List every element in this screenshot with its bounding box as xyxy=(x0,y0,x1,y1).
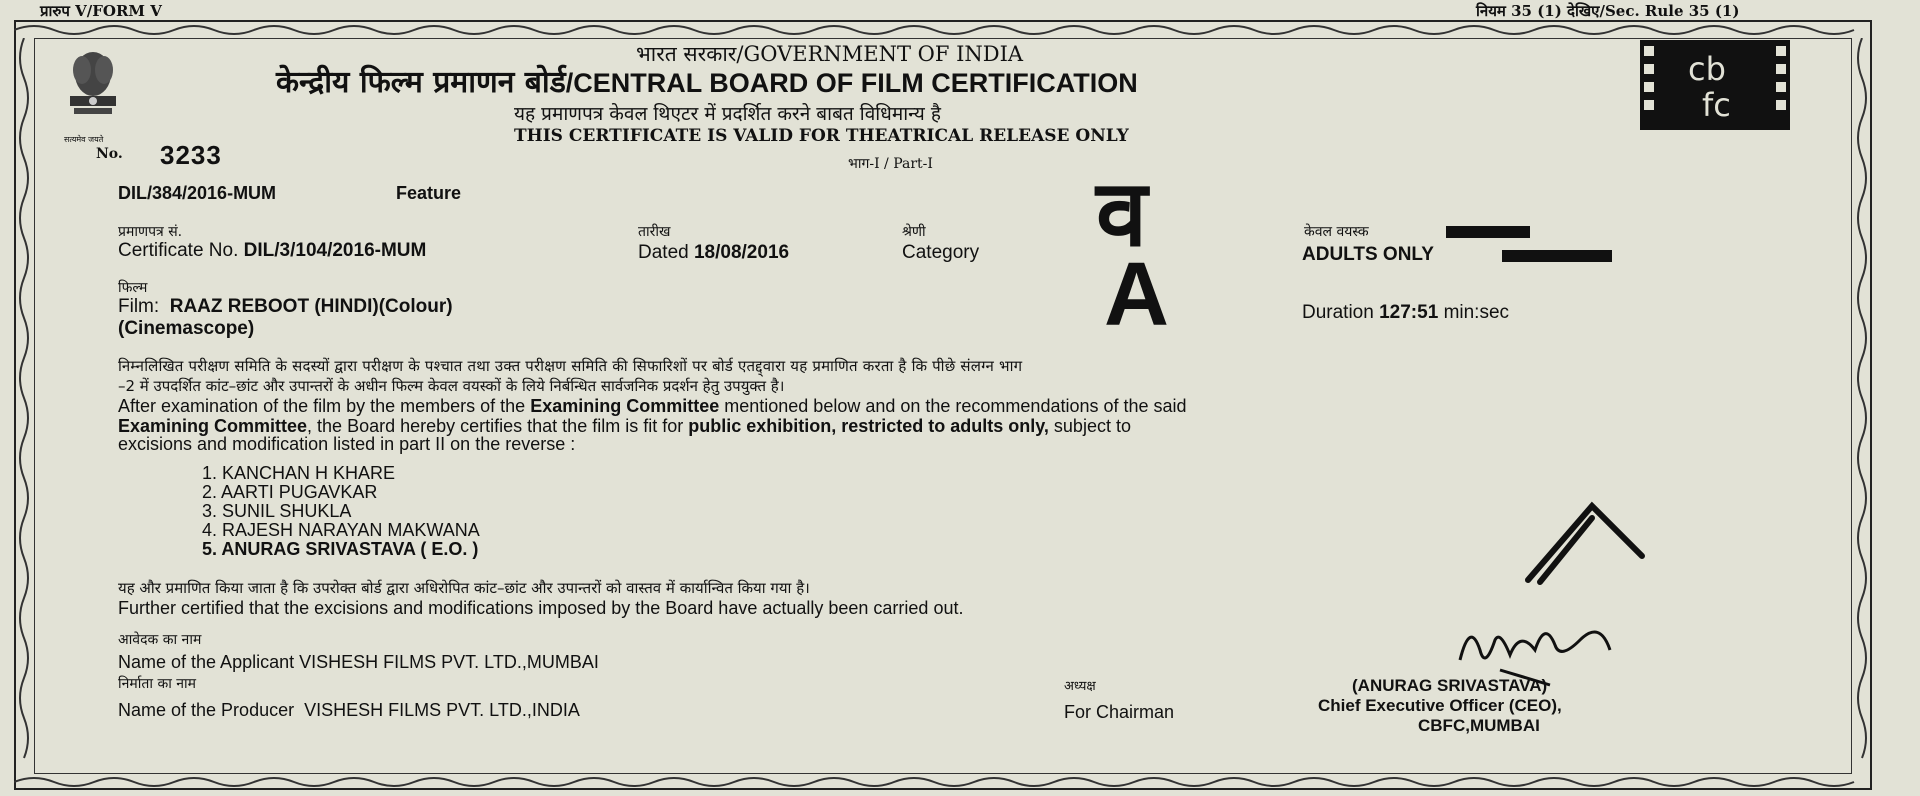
gov-line: भारत सरकार/GOVERNMENT OF INDIA xyxy=(636,42,1024,66)
left-wave-border xyxy=(14,38,34,774)
triangle-mark-icon xyxy=(1520,496,1650,590)
chairman-label-hindi: अध्यक्ष xyxy=(1064,679,1096,694)
further-hindi: यह और प्रमाणित किया जाता है कि उपरोक्त बोर्ड द्वारा अधिरोपित कांट–छांट और उपान्तरों को वास्तव में कार्यान्वित किया गया है। xyxy=(118,579,810,597)
body-text-bold: public exhibition, restricted to adults only, xyxy=(688,416,1049,436)
right-wave-border xyxy=(1852,38,1872,774)
film-label: Film: xyxy=(118,296,160,317)
duration-label: Duration xyxy=(1302,302,1374,323)
cbfc-logo-icon xyxy=(1640,40,1790,130)
applicant-label: Name of the Applicant xyxy=(118,652,295,672)
body-hindi-line1: निम्नलिखित परीक्षण समिति के सदस्यों द्वारा परीक्षण के पश्चात तथा उक्त परीक्षण समिति की सिफारिशों पर बोर्ड एतद्द्वारा यह प्रमाणित करता है कि पीछे संलग्न भाग xyxy=(118,357,1023,375)
committee-list xyxy=(202,464,480,559)
signatory-name: (ANURAG SRIVASTAVA) xyxy=(1352,676,1548,695)
committee-member: 5. ANURAG SRIVASTAVA ( E.O. ) xyxy=(202,539,479,559)
board-title xyxy=(276,60,1138,101)
film-title: RAAZ REBOOT (HINDI)(Colour) xyxy=(169,296,453,317)
date-field xyxy=(638,242,789,264)
producer-field xyxy=(118,700,580,721)
adults-label-hindi: केवल वयस्क xyxy=(1304,224,1369,240)
body-text-bold: Examining Committee xyxy=(530,396,720,416)
date-label: Dated xyxy=(638,242,689,263)
producer-value: VISHESH FILMS PVT. LTD.,INDIA xyxy=(304,700,580,720)
certificate-label-hindi: प्रमाणपत्र सं. xyxy=(118,224,183,240)
committee-member: 3. SUNIL SHUKLA xyxy=(202,501,352,521)
adults-label: ADULTS ONLY xyxy=(1302,244,1434,265)
body-text: subject to xyxy=(1048,416,1131,436)
body-english-line3: excisions and modification listed in part II on the reverse : xyxy=(118,434,576,454)
date-value: 18/08/2016 xyxy=(693,242,790,263)
category-symbol-hindi: व xyxy=(1096,160,1148,267)
body-text: mentioned below and on the recommendations of the said xyxy=(719,396,1187,416)
category-label: Category xyxy=(902,242,980,263)
applicant-field xyxy=(118,652,599,673)
valid-english: THIS CERTIFICATE IS VALID FOR THEATRICAL RELEASE ONLY xyxy=(514,126,1129,146)
body-text-bold: Examining Committee xyxy=(118,416,308,436)
logo-text-1: cb xyxy=(1688,50,1726,88)
duration-value: 127:51 xyxy=(1379,302,1439,323)
body-text: After examination of the film by the members of the xyxy=(118,396,531,416)
ref-code: DIL/384/2016-MUM xyxy=(118,183,277,203)
certificate-field xyxy=(118,240,426,262)
certificate-label: Certificate No. xyxy=(118,240,239,261)
body-hindi-line2: –2 में उपदर्शित कांट–छांट और उपान्तरों के अधीन फिल्म केवल वयस्कों के लिये निर्बन्धित सार्वजनिक प्रदर्शन हेतु उपयुक्त है। xyxy=(118,377,785,395)
national-emblem-icon xyxy=(62,44,124,136)
bottom-wave-border xyxy=(14,774,1872,790)
date-label-hindi: तारीख xyxy=(638,224,671,240)
chairman-label: For Chairman xyxy=(1064,702,1175,722)
body-english-line1 xyxy=(118,396,1187,417)
redaction-mark xyxy=(1502,250,1612,262)
board-title-english: /CENTRAL BOARD OF FILM CERTIFICATION xyxy=(565,68,1138,98)
producer-label: Name of the Producer xyxy=(118,700,295,720)
category-symbol: A xyxy=(1104,245,1169,345)
emblem-caption: सत्यमेव जयते xyxy=(64,135,104,144)
applicant-label-hindi: आवेदक का नाम xyxy=(118,632,202,648)
signatory-title: Chief Executive Officer (CEO), xyxy=(1318,696,1562,715)
committee-member: 2. AARTI PUGAVKAR xyxy=(202,482,378,502)
body-text: , the Board hereby certifies that the film is fit for xyxy=(307,416,689,436)
form-label: प्रारुप V/FORM V xyxy=(40,2,162,20)
film-field xyxy=(118,296,453,318)
further-english: Further certified that the excisions and modifications imposed by the Board have actually been carried out. xyxy=(118,598,964,618)
rule-label: नियम 35 (1) देखिए/Sec. Rule 35 (1) xyxy=(1476,2,1740,20)
part-label: भाग-I / Part-I xyxy=(848,156,933,172)
valid-hindi: यह प्रमाणपत्र केवल थिएटर में प्रदर्शित करने बाबत विधिमान्य है xyxy=(514,103,941,125)
category-label-hindi: श्रेणी xyxy=(902,224,926,240)
committee-member: 4. RAJESH NARAYAN MAKWANA xyxy=(202,520,480,540)
film-label-hindi: फिल्म xyxy=(118,280,148,296)
top-wave-border xyxy=(14,22,1872,38)
number-label: No. xyxy=(96,146,123,162)
certificate-serial: 3233 xyxy=(160,140,222,170)
board-title-hindi: केन्द्रीय फिल्म प्रमाणन बोर्ड xyxy=(276,65,566,100)
committee-member: 1. KANCHAN H KHARE xyxy=(202,463,396,483)
film-format: (Cinemascope) xyxy=(118,318,255,339)
duration-field xyxy=(1302,302,1509,324)
applicant-value: VISHESH FILMS PVT. LTD.,MUMBAI xyxy=(299,652,599,672)
ref-type: Feature xyxy=(396,183,462,203)
logo-text-2: fc xyxy=(1702,86,1731,124)
duration-unit: min:sec xyxy=(1443,302,1510,323)
producer-label-hindi: निर्माता का नाम xyxy=(118,676,197,692)
signatory-office: CBFC,MUMBAI xyxy=(1418,716,1540,735)
certificate-value: DIL/3/104/2016-MUM xyxy=(243,240,427,261)
redaction-mark xyxy=(1446,226,1530,238)
